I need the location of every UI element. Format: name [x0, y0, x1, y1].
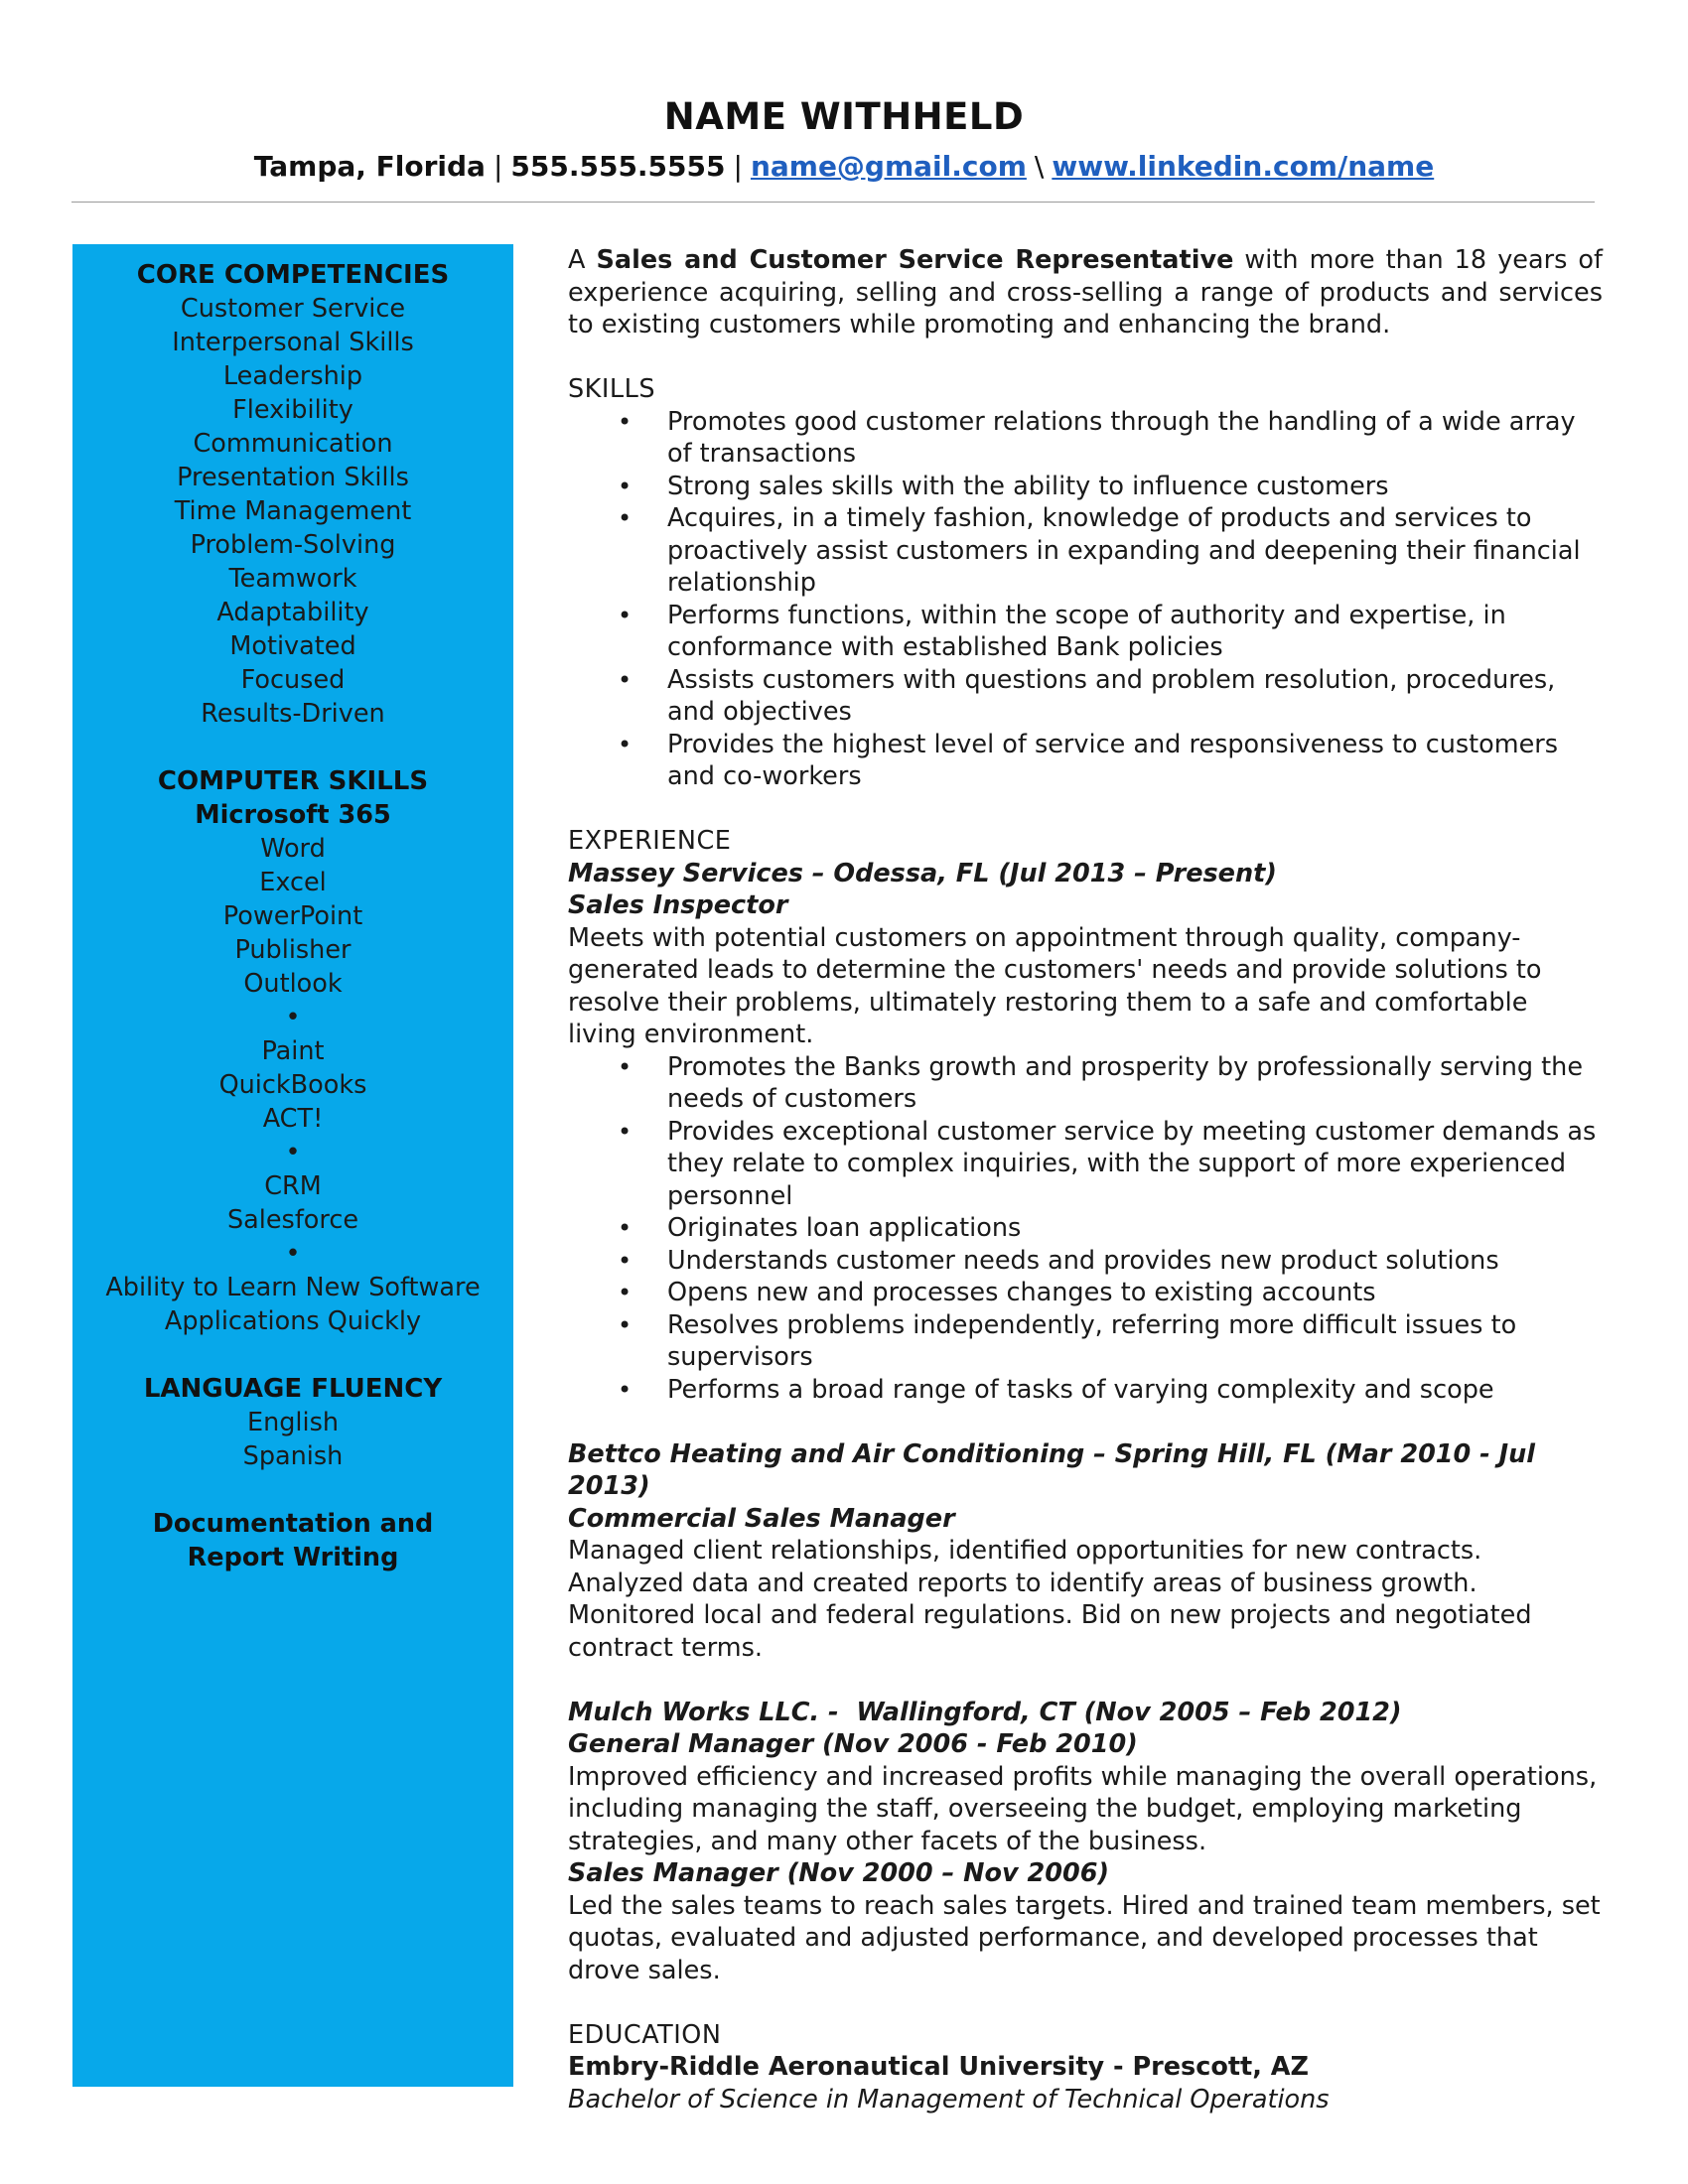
job1-bullet: • Understands customer needs and provides new product solutions	[667, 1245, 1603, 1278]
computer-skill-item: Publisher	[234, 935, 352, 965]
computer-skill-item: QuickBooks	[218, 1070, 367, 1100]
summary-role: Sales and Customer Service Representative	[596, 245, 1234, 275]
computer-skill-item: Applications Quickly	[164, 1306, 422, 1336]
resume-header	[0, 95, 1688, 183]
documentation-line-1: Documentation and	[152, 1509, 434, 1539]
skill-bullet: • Provides the highest level of service and responsiveness to customers and co-workers	[667, 729, 1603, 793]
job1-bullet: • Opens new and processes changes to existing accounts	[667, 1277, 1603, 1309]
language-fluency-heading: LANGUAGE FLUENCY	[143, 1374, 443, 1404]
computer-skills-heading: COMPUTER SKILLS	[157, 766, 429, 796]
skill-bullet: • Promotes good customer relations through the handling of a wide array of transactions	[667, 406, 1603, 471]
separator: \	[1034, 150, 1045, 183]
job2-company: Bettco Heating and Air Conditioning – Spring Hill, FL (Mar 2010 - Jul 2013)	[568, 1438, 1536, 1501]
job3-description2: Led the sales teams to reach sales targets. Hired and trained team members, set quotas, evaluated and adjusted performance, and developed processes that drove sales.	[568, 1890, 1601, 1985]
computer-skill-item: •	[285, 1239, 301, 1269]
job2-description: Managed client relationships, identified opportunities for new contracts. Analyzed data and created reports to identify areas of business growth. Monitored local and federal regulations. Bid on new projects and negotiated contract terms.	[568, 1536, 1532, 1663]
skill-bullet: • Assists customers with questions and problem resolution, procedures, and objectives	[667, 664, 1603, 729]
email-link[interactable]: name@gmail.com	[750, 150, 1027, 183]
core-competency-item: Flexibility	[232, 395, 353, 425]
job3-role1: General Manager (Nov 2006 - Feb 2010)	[568, 1729, 1138, 1759]
phone: 555.555.5555	[510, 150, 726, 183]
core-competency-item: Customer Service	[180, 294, 406, 324]
contact-line	[0, 150, 1688, 183]
summary-prefix: A	[568, 245, 597, 275]
core-competency-item: Leadership	[222, 361, 363, 391]
computer-skill-item: Word	[260, 834, 326, 864]
core-competency-item: Problem-Solving	[190, 530, 396, 560]
experience-heading: EXPERIENCE	[568, 826, 732, 856]
core-competency-item: Presentation Skills	[177, 463, 409, 492]
skill-bullet: • Strong sales skills with the ability to influence customers	[667, 471, 1603, 503]
skills-heading: SKILLS	[568, 374, 656, 404]
language-list	[72, 1406, 513, 1473]
linkedin-link[interactable]: www.linkedin.com/name	[1052, 150, 1435, 183]
education-heading: EDUCATION	[568, 2019, 722, 2050]
language-item: English	[246, 1408, 340, 1437]
location: Tampa, Florida	[253, 150, 486, 183]
computer-skill-item: CRM	[264, 1171, 322, 1201]
computer-skill-item: PowerPoint	[222, 901, 363, 931]
job1-role: Sales Inspector	[568, 890, 788, 920]
core-competencies-heading: CORE COMPETENCIES	[136, 260, 450, 290]
summary	[568, 244, 1603, 341]
core-competency-item: Time Management	[174, 496, 412, 526]
candidate-name: NAME WITHHELD	[663, 95, 1025, 138]
skill-bullet: • Acquires, in a timely fashion, knowledge of products and services to proactively assist customers in expanding and deepening their financial relationship	[667, 502, 1603, 600]
core-competency-item: Motivated	[229, 631, 356, 661]
core-competency-item: Results-Driven	[201, 699, 385, 729]
job3-role2: Sales Manager (Nov 2000 – Nov 2006)	[568, 1858, 1110, 1888]
job1-bullets	[568, 1051, 1603, 1407]
computer-skill-item: Ability to Learn New Software	[105, 1273, 481, 1302]
computer-skill-item: Excel	[259, 868, 327, 897]
computer-skill-item: Outlook	[243, 969, 343, 999]
header-divider	[71, 202, 1595, 203]
skill-bullet: • Performs functions, within the scope of authority and expertise, in conformance with established Bank policies	[667, 600, 1603, 664]
computer-skill-item: •	[285, 1003, 301, 1032]
core-competency-item: Interpersonal Skills	[172, 328, 414, 357]
job1-bullet: • Promotes the Banks growth and prosperity by professionally serving the needs of customers	[667, 1051, 1603, 1116]
job1-description: Meets with potential customers on appointment through quality, company-generated leads to determine the customers' needs and provide solutions to resolve their problems, ultimately restoring them to a safe and comfortable living environment.	[568, 922, 1542, 1049]
core-competencies-list	[72, 292, 513, 731]
computer-skill-item: •	[285, 1138, 301, 1167]
skills-list	[568, 406, 1603, 793]
language-item: Spanish	[242, 1441, 344, 1471]
separator: |	[733, 150, 743, 183]
sidebar	[72, 244, 513, 2087]
job1-bullet: • Resolves problems independently, referring more difficult issues to supervisors	[667, 1309, 1603, 1374]
microsoft-365-subheading: Microsoft 365	[195, 800, 391, 830]
documentation-line-2: Report Writing	[187, 1543, 399, 1572]
job1-bullet: • Provides exceptional customer service by meeting customer demands as they relate to complex inquiries, with the support of more experienced personnel	[667, 1116, 1603, 1213]
computer-skill-item: Salesforce	[226, 1205, 359, 1235]
job3-description1: Improved efficiency and increased profits while managing the overall operations, including managing the staff, overseeing the budget, employing marketing strategies, and many other facets of the business.	[568, 1761, 1598, 1856]
job1-bullet: • Originates loan applications	[667, 1212, 1603, 1245]
core-competency-item: Communication	[193, 429, 393, 459]
job2-role: Commercial Sales Manager	[568, 1503, 955, 1534]
core-competency-item: Teamwork	[228, 564, 357, 594]
separator: |	[492, 150, 503, 183]
computer-skills-list	[72, 832, 513, 1338]
core-competency-item: Adaptability	[216, 598, 369, 627]
core-competency-item: Focused	[240, 665, 346, 695]
education-school: Embry-Riddle Aeronautical University - Prescott, AZ	[568, 2052, 1310, 2082]
computer-skill-item: ACT!	[262, 1104, 324, 1134]
computer-skill-item: Paint	[261, 1036, 325, 1066]
job1-company: Massey Services – Odessa, FL (Jul 2013 – Present)	[568, 858, 1277, 888]
job3-company: Mulch Works LLC. - Wallingford, CT (Nov 2005 – Feb 2012)	[568, 1697, 1402, 1727]
main-content	[568, 244, 1603, 2116]
summary-text: with more than 18 years of experience acquiring, selling and cross-selling a range of products and services to existing customers while promoting and enhancing the brand.	[568, 245, 1603, 340]
job1-bullet: • Performs a broad range of tasks of varying complexity and scope	[667, 1374, 1603, 1407]
education-degree: Bachelor of Science in Management of Technical Operations	[568, 2084, 1330, 2115]
